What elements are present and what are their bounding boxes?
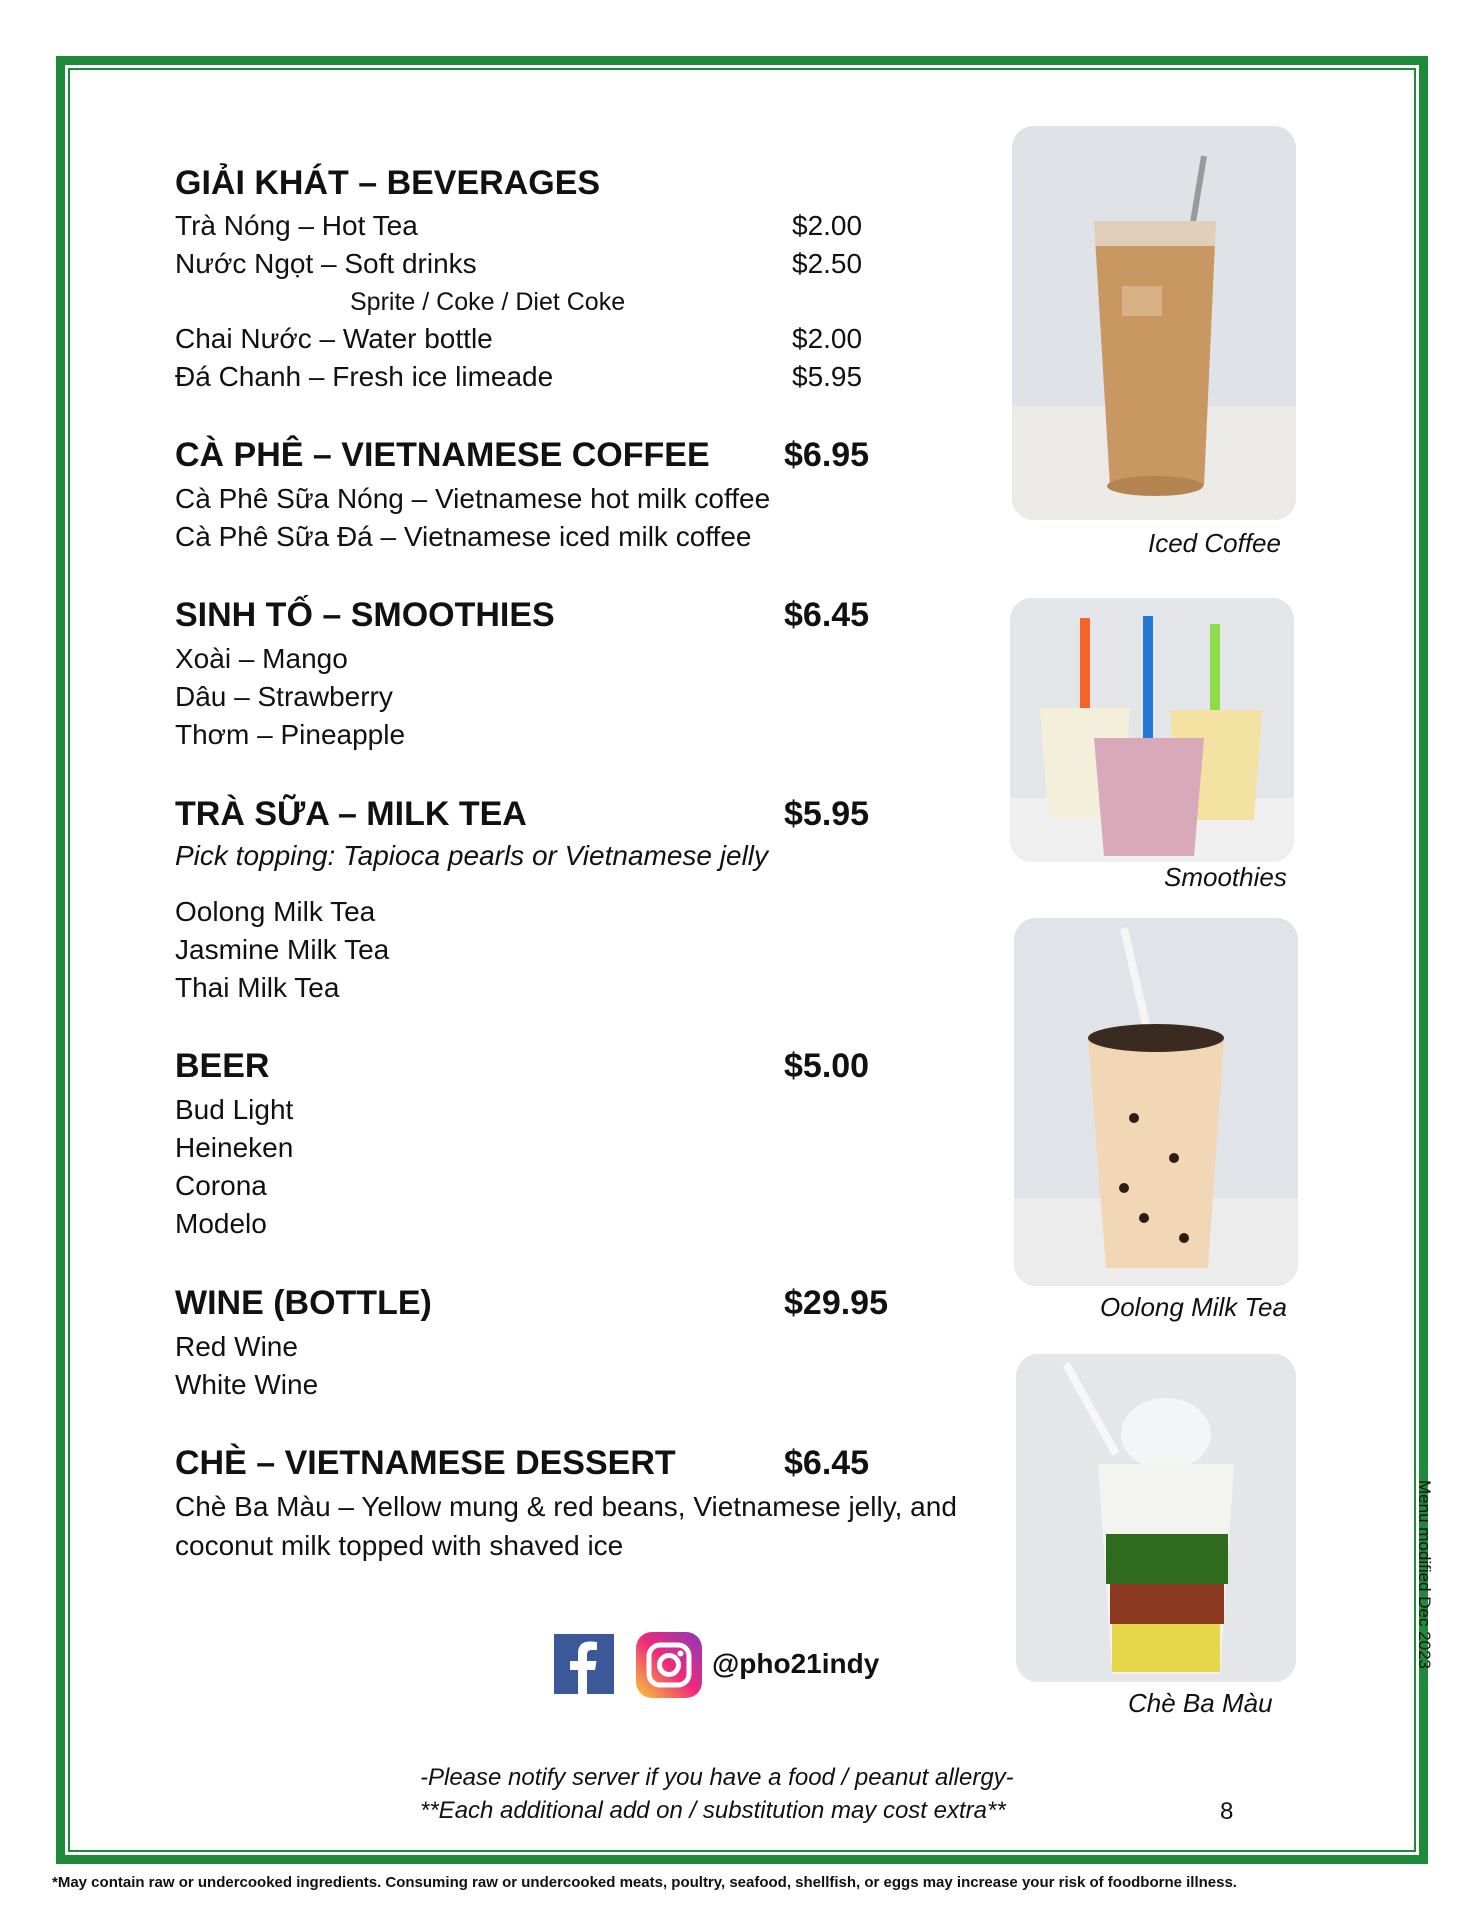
milk-tea-topping-note: Pick topping: Tapioca pearls or Vietnamese jelly (175, 840, 769, 871)
price-limeade: $5.95 (792, 361, 863, 392)
menu-item-thai: Thai Milk Tea (175, 972, 340, 1003)
menu-item-heineken: Heineken (175, 1132, 294, 1163)
wine-price: $29.95 (784, 1284, 888, 1322)
beverages-heading: GIẢI KHÁT – BEVERAGES (175, 164, 601, 202)
menu-item-jasmine: Jasmine Milk Tea (175, 934, 390, 965)
beer-price: $5.00 (784, 1047, 870, 1085)
menu-item-hot-tea: Trà Nóng – Hot Tea (175, 210, 418, 241)
che-ba-mau-photo (1016, 1354, 1296, 1682)
iced-coffee-photo (1012, 126, 1296, 520)
menu-item-limeade: Đá Chanh – Fresh ice limeade (175, 361, 554, 392)
instagram-icon[interactable] (636, 1632, 702, 1698)
coffee-heading: CÀ PHÊ – VIETNAMESE COFFEE (175, 436, 710, 474)
menu-modified-note: Menu modified Dec 2023 (1415, 1480, 1434, 1670)
social-handle[interactable]: @pho21indy (712, 1648, 880, 1679)
beer-heading: BEER (175, 1047, 270, 1085)
caption-iced-coffee: Iced Coffee (1148, 528, 1281, 558)
menu-item-white-wine: White Wine (175, 1369, 319, 1400)
price-hot-tea: $2.00 (792, 210, 863, 241)
menu-item-hot-milk-coffee: Cà Phê Sữa Nóng – Vietnamese hot milk coffee (175, 483, 771, 514)
caption-che-ba-mau: Chè Ba Màu (1128, 1688, 1273, 1718)
facebook-icon[interactable] (554, 1634, 614, 1694)
menu-item-water-bottle: Chai Nước – Water bottle (175, 323, 493, 354)
page-number: 8 (1220, 1798, 1234, 1825)
dessert-description-line-2: coconut milk topped with shaved ice (175, 1530, 624, 1561)
menu-item-corona: Corona (175, 1170, 267, 1201)
menu-item-soft-drinks: Nước Ngọt – Soft drinks (175, 248, 477, 279)
wine-heading: WINE (BOTTLE) (175, 1284, 432, 1322)
menu-item-strawberry: Dâu – Strawberry (175, 681, 393, 712)
dessert-price: $6.45 (784, 1444, 870, 1482)
menu-item-modelo: Modelo (175, 1208, 267, 1239)
caption-oolong-milk-tea: Oolong Milk Tea (1100, 1292, 1287, 1322)
price-water-bottle: $2.00 (792, 323, 863, 354)
dessert-heading: CHÈ – VIETNAMESE DESSERT (175, 1444, 676, 1482)
raw-food-footnote: *May contain raw or undercooked ingredients. Consuming raw or undercooked meats, poultry, seafood, shellfish, or eggs may increase your risk of foodborne illness. (52, 1874, 1237, 1891)
coffee-price: $6.95 (784, 436, 870, 474)
dessert-description-line-1: Chè Ba Màu – Yellow mung & red beans, Vietnamese jelly, and (175, 1491, 957, 1522)
extra-cost-note: **Each additional add on / substitution may cost extra** (420, 1797, 1006, 1824)
menu-item-bud-light: Bud Light (175, 1094, 294, 1125)
oolong-milk-tea-photo (1014, 918, 1298, 1286)
allergy-note: -Please notify server if you have a food / peanut allergy- (420, 1764, 1014, 1791)
caption-smoothies: Smoothies (1164, 862, 1287, 892)
menu-item-oolong: Oolong Milk Tea (175, 896, 376, 927)
price-soft-drinks: $2.50 (792, 248, 863, 279)
milk-tea-price: $5.95 (784, 795, 870, 833)
menu-item-mango: Xoài – Mango (175, 643, 348, 674)
smoothies-photo (1010, 598, 1294, 862)
soft-drink-options: Sprite / Coke / Diet Coke (350, 288, 626, 316)
milk-tea-heading: TRÀ SỮA – MILK TEA (175, 795, 527, 833)
menu-item-pineapple: Thơm – Pineapple (175, 719, 406, 750)
smoothies-price: $6.45 (784, 596, 870, 634)
smoothies-heading: SINH TỐ – SMOOTHIES (175, 596, 555, 634)
menu-item-iced-milk-coffee: Cà Phê Sữa Đá – Vietnamese iced milk coffee (175, 521, 752, 552)
menu-item-red-wine: Red Wine (175, 1331, 298, 1362)
